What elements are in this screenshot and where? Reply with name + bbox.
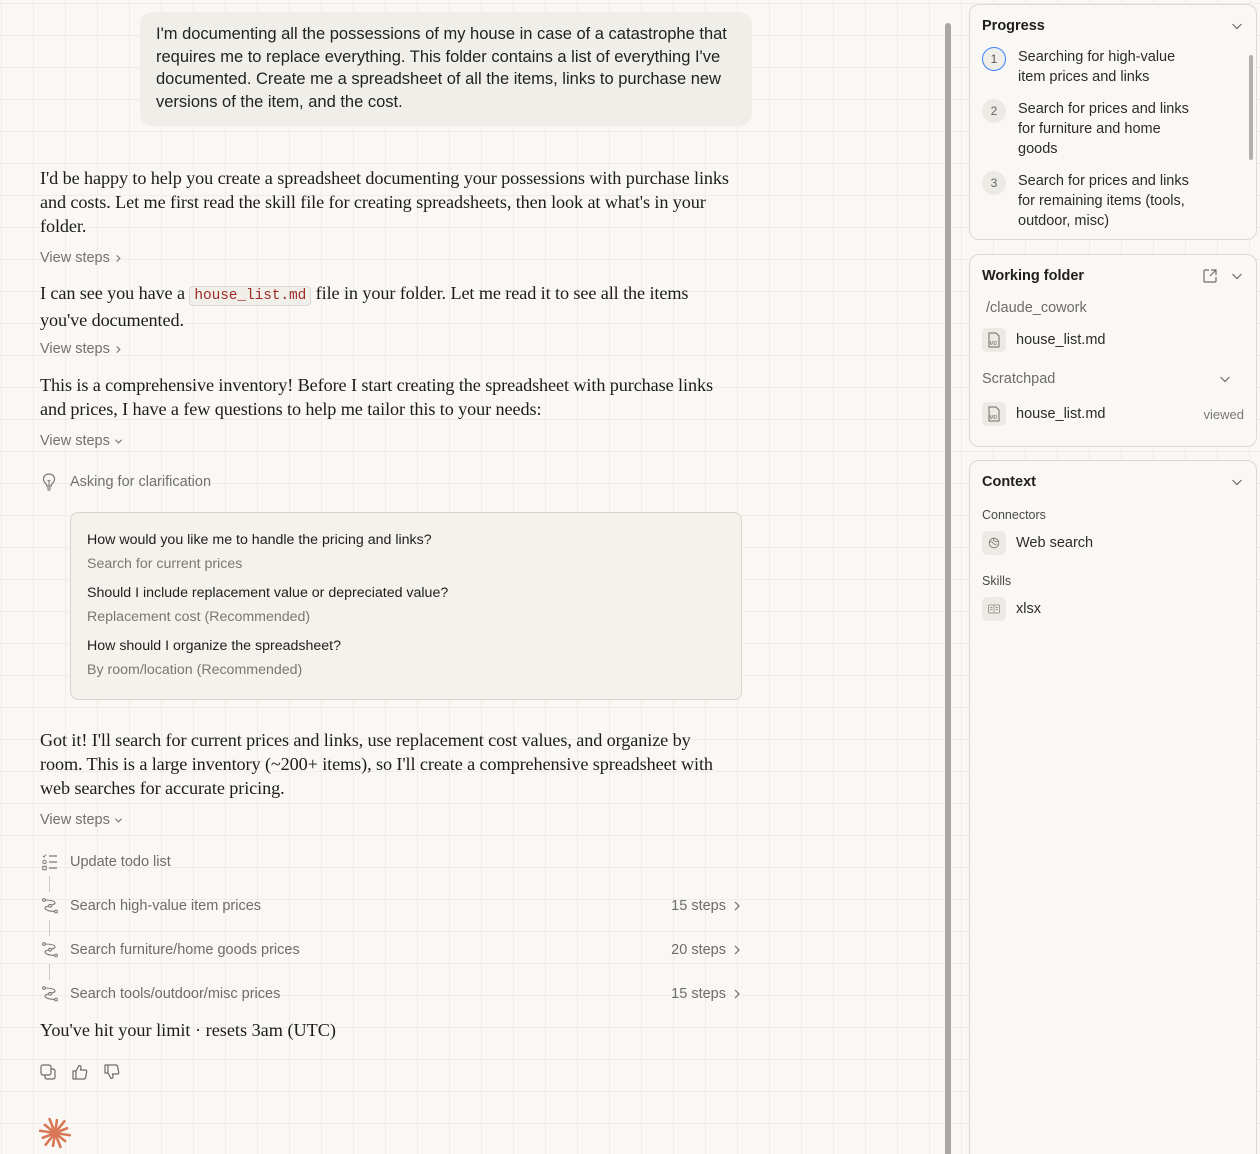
qa-item — [87, 530, 725, 574]
chevron-right-icon — [732, 901, 742, 911]
step-text: Search for prices and links for remaining items (tools, outdoor, misc) — [1018, 173, 1189, 229]
chevron-right-icon — [732, 989, 742, 999]
working-folder-title: Working folder — [982, 268, 1085, 284]
working-folder-header[interactable] — [970, 255, 1256, 297]
qa-item — [87, 583, 725, 627]
tool-step-label: Update todo list — [70, 854, 171, 870]
progress-step — [982, 47, 1244, 87]
tool-step-label: Search furniture/home goods prices — [70, 942, 300, 958]
connectors-label: Connectors — [982, 508, 1046, 522]
chevron-down-icon — [114, 437, 123, 446]
file-item[interactable] — [970, 324, 1256, 356]
step-connector — [49, 876, 50, 892]
assistant-message-2 — [40, 281, 730, 332]
qa-item — [87, 636, 725, 680]
main-scrollbar[interactable] — [945, 23, 951, 1154]
chevron-down-icon — [114, 816, 123, 825]
folder-path: /claude_cowork — [986, 300, 1087, 316]
chevron-down-icon[interactable] — [1230, 475, 1244, 489]
tool-step-search-high-value[interactable] — [40, 894, 742, 918]
view-steps-label: View steps — [40, 250, 110, 266]
view-steps-toggle-4[interactable] — [40, 812, 123, 828]
clarification-label: Asking for clarification — [70, 474, 212, 490]
clarification-step — [40, 472, 211, 492]
message-text: file in your folder. Let me read it to see all the items you've documented. — [40, 283, 689, 330]
web-search-icon — [40, 940, 60, 960]
context-header[interactable] — [970, 461, 1256, 503]
progress-header[interactable] — [970, 5, 1256, 47]
chevron-down-icon[interactable] — [1230, 19, 1244, 33]
question: How would you like me to handle the pricing and links? — [87, 532, 432, 548]
progress-step — [982, 171, 1244, 231]
file-code-pill: house_list.md — [189, 286, 311, 306]
step-connector — [49, 920, 50, 936]
web-search-icon — [40, 984, 60, 1004]
answer: Search for current prices — [87, 556, 243, 572]
scratchpad-file-item[interactable] — [970, 398, 1256, 430]
tool-step-label: Search high-value item prices — [70, 898, 262, 914]
view-steps-label: View steps — [40, 812, 110, 828]
markdown-file-icon — [982, 328, 1006, 352]
connector-name: Web search — [1016, 535, 1094, 551]
message-actions — [39, 1063, 121, 1081]
step-count: 15 steps — [671, 986, 726, 1002]
svg-text:MD: MD — [989, 415, 998, 421]
chevron-right-icon — [114, 345, 123, 354]
view-steps-label: View steps — [40, 433, 110, 449]
open-external-icon[interactable] — [1202, 268, 1218, 284]
step-text: Searching for high-value item prices and links — [1018, 49, 1176, 85]
progress-title: Progress — [982, 18, 1045, 34]
answer: Replacement cost (Recommended) — [87, 609, 311, 625]
chevron-right-icon — [114, 254, 123, 263]
view-steps-label: View steps — [40, 341, 110, 357]
tool-step-search-tools[interactable] — [40, 982, 742, 1006]
progress-panel — [969, 4, 1257, 240]
scratchpad-header[interactable] — [970, 364, 1256, 394]
working-folder-panel — [969, 254, 1257, 447]
step-connector — [49, 964, 50, 980]
message-text: I can see you have a — [40, 283, 190, 303]
markdown-file-icon — [982, 402, 1006, 426]
tool-step-update-todo[interactable] — [40, 850, 742, 874]
skill-item[interactable] — [970, 591, 1256, 627]
question: Should I include replacement value or depreciated value? — [87, 585, 449, 601]
lightbulb-icon — [40, 472, 58, 492]
view-steps-toggle-2[interactable] — [40, 341, 123, 357]
book-icon — [982, 597, 1006, 621]
web-search-icon — [40, 896, 60, 916]
tool-step-label: Search tools/outdoor/misc prices — [70, 986, 281, 1002]
claude-spark-logo — [38, 1116, 72, 1150]
scratchpad-title: Scratchpad — [982, 371, 1056, 387]
file-name: house_list.md — [1016, 332, 1106, 348]
usage-limit-message: You've hit your limit · resets 3am (UTC) — [40, 1020, 336, 1040]
tool-step-search-furniture[interactable] — [40, 938, 742, 962]
assistant-message-4: Got it! I'll search for current prices and links, use replacement cost values, and organize by room. This is a large inventory (~200+ items), so I'll create a comprehensive spreadsheet with web searches for accurate pricing. — [40, 730, 713, 798]
context-title: Context — [982, 474, 1036, 490]
thumbs-down-icon[interactable] — [103, 1063, 121, 1081]
connector-item[interactable] — [970, 525, 1256, 561]
progress-steps — [970, 47, 1256, 231]
file-status: viewed — [1203, 406, 1244, 422]
step-text: Search for prices and links for furniture and home goods — [1018, 101, 1189, 157]
context-panel — [969, 460, 1257, 1154]
chevron-right-icon — [732, 945, 742, 955]
step-number: 3 — [982, 171, 1006, 195]
file-name: house_list.md — [1016, 406, 1106, 422]
progress-step — [982, 99, 1244, 159]
globe-icon — [982, 531, 1006, 555]
assistant-message-1: I'd be happy to help you create a spreadsheet documenting your possessions with purchase links and costs. Let me first read the skill file for creating spreadsheets, then look at what's in your folder. — [40, 168, 729, 236]
view-steps-toggle-1[interactable] — [40, 250, 123, 266]
chevron-down-icon[interactable] — [1218, 372, 1232, 386]
svg-text:MD: MD — [989, 341, 998, 347]
step-number-active: 1 — [982, 47, 1006, 71]
chevron-down-icon[interactable] — [1230, 269, 1244, 283]
progress-scrollbar[interactable] — [1249, 55, 1253, 160]
todo-list-icon — [40, 852, 60, 872]
clarification-answers-card — [70, 512, 742, 700]
assistant-message-3: This is a comprehensive inventory! Before I start creating the spreadsheet with purchase links and prices, I have a few questions to help me tailor this to your needs: — [40, 375, 713, 419]
skills-label: Skills — [982, 574, 1012, 588]
skill-name: xlsx — [1016, 601, 1041, 617]
step-count: 15 steps — [671, 898, 726, 914]
question: How should I organize the spreadsheet? — [87, 638, 341, 654]
step-number: 2 — [982, 99, 1006, 123]
view-steps-toggle-3[interactable] — [40, 433, 123, 449]
user-message: I'm documenting all the possessions of my house in case of a catastrophe that requires me to replace everything. This folder contains a list of everything I've documented. Create me a spreadsheet of all the items, links to purchase new versions of the item, and the cost. — [140, 12, 752, 126]
step-count: 20 steps — [671, 942, 726, 958]
copy-icon[interactable] — [39, 1063, 57, 1081]
thumbs-up-icon[interactable] — [71, 1063, 89, 1081]
answer: By room/location (Recommended) — [87, 662, 303, 678]
